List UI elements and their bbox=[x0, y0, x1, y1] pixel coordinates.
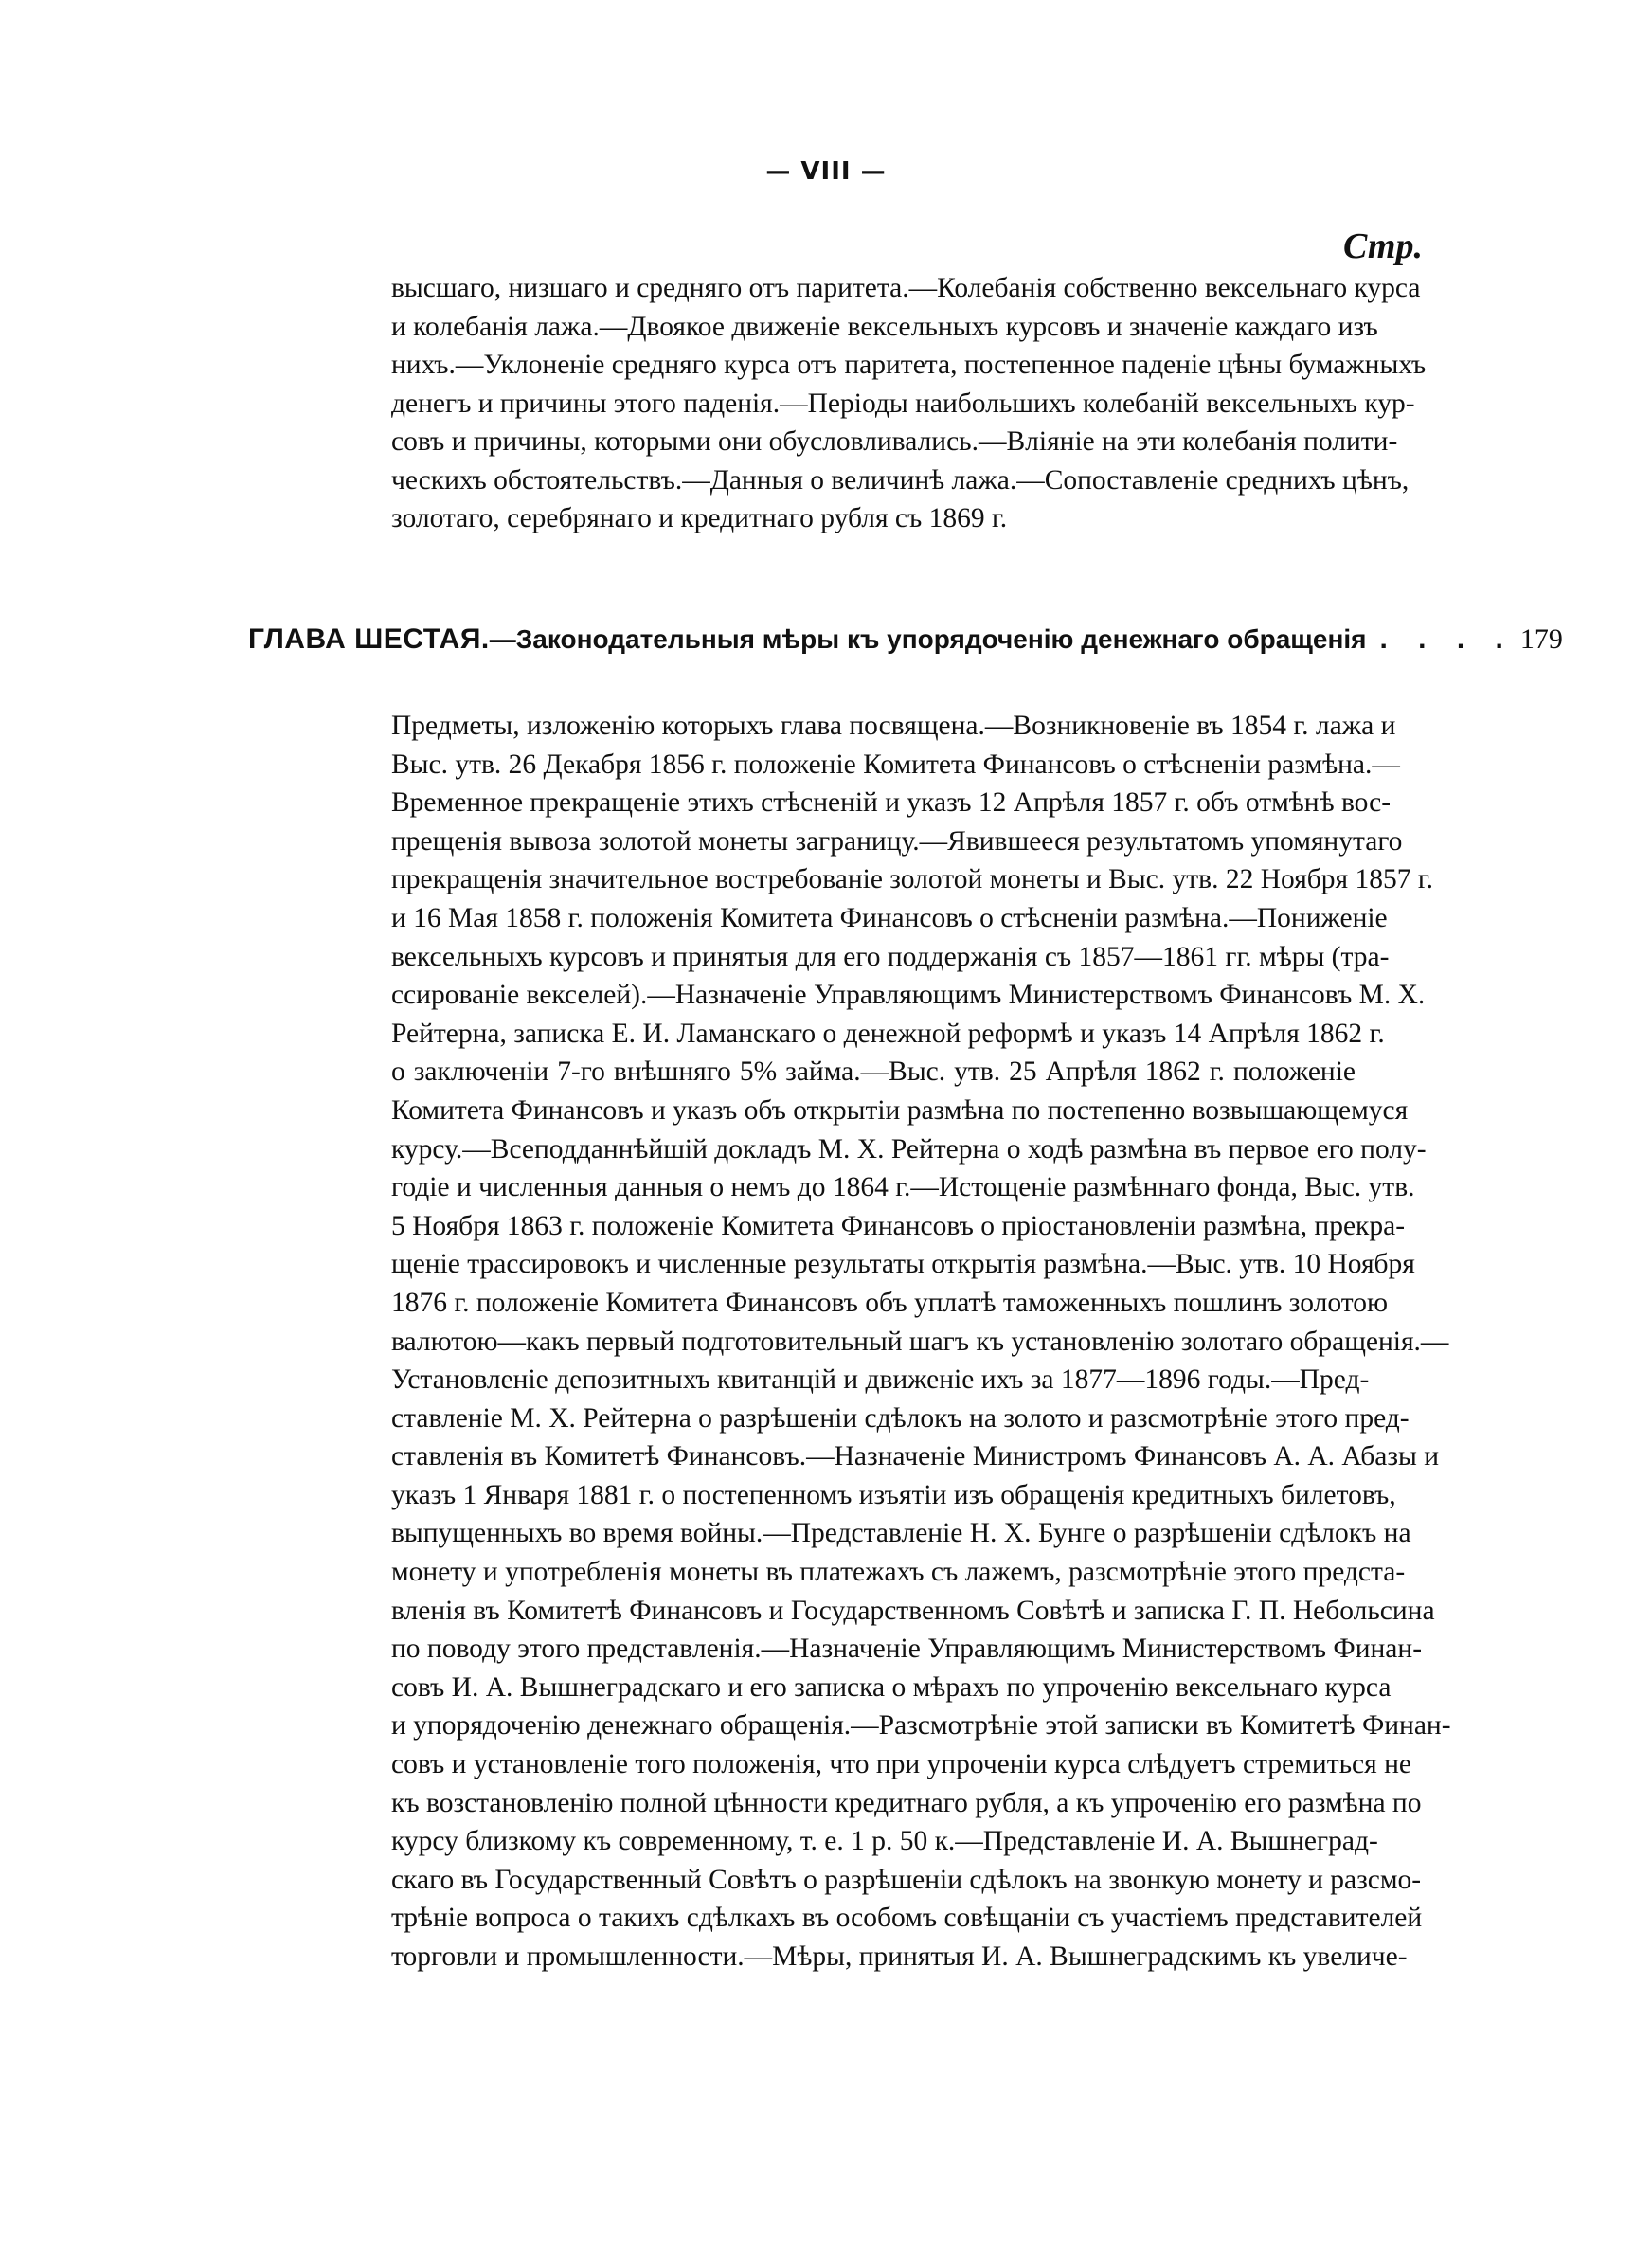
text-line: Предметы, изложенію которыхъ глава посвящена.—Возникновеніе въ 1854 г. лажа и bbox=[391, 711, 1396, 741]
text-line: Выс. утв. 26 Декабря 1856 г. положеніе Комитета Финансовъ о стѣсненіи размѣна.— bbox=[391, 749, 1400, 780]
text-line: и колебанія лажа.—Двоякое движеніе вексельныхъ курсовъ и значеніе каждаго изъ bbox=[391, 311, 1378, 342]
text-line: ставленіе М. Х. Рейтерна о разрѣшеніи сдѣлокъ на золото и разсмотрѣніе этого пред- bbox=[391, 1402, 1410, 1434]
text-line: Рейтерна, записка Е. И. Ламанскаго о денежной реформѣ и указъ 14 Апрѣля 1862 г. bbox=[391, 1018, 1385, 1049]
text-line: 5 Ноября 1863 г. положеніе Комитета Финансовъ о пріостановленіи размѣна, прекра- bbox=[391, 1210, 1406, 1241]
text-line: вексельныхъ курсовъ и принятыя для его поддержанія съ 1857—1861 гг. мѣры (тра- bbox=[391, 941, 1390, 972]
text-line: денегъ и причины этого паденія.—Періоды наибольшихъ колебаній вексельныхъ кур- bbox=[391, 388, 1415, 419]
page-column-label: Стр. bbox=[1343, 226, 1423, 266]
text-line: годіе и численныя данныя о немъ до 1864 г.—Истощеніе размѣннаго фонда, Выс. утв. bbox=[391, 1172, 1415, 1203]
chapter-label: ГЛАВА ШЕСТАЯ. bbox=[248, 623, 490, 655]
text-line: трѣніе вопроса о такихъ сдѣлкахъ въ особомъ совѣщаніи съ участіемъ представителей bbox=[391, 1903, 1423, 1934]
text-line: нихъ.—Уклоненіе средняго курса отъ паритета, постепенное паденіе цѣны бумажныхъ bbox=[391, 350, 1427, 380]
text-line: курсу близкому къ современному, т. е. 1 р. 50 к.—Представленіе И. А. Вышнеград- bbox=[391, 1826, 1378, 1857]
text-line: высшаго, низшаго и средняго отъ паритета.—Колебанія собственно вексельнаго курса bbox=[391, 273, 1421, 303]
text-line: къ возстановленію полной цѣнности кредитнаго рубля, а къ упроченію его размѣна по bbox=[391, 1787, 1422, 1818]
text-line: ставленія въ Комитетѣ Финансовъ.—Назначеніе Министромъ Финансовъ А. А. Абазы и bbox=[391, 1441, 1439, 1472]
text-line: Временное прекращеніе этихъ стѣсненій и указъ 12 Апрѣля 1857 г. объ отмѣнѣ вос- bbox=[391, 787, 1392, 819]
text-line: прещенія вывоза золотой монеты заграницу.—Явившееся результатомъ упомянутаго bbox=[391, 825, 1403, 857]
text-line: и 16 Мая 1858 г. положенія Комитета Финансовъ о стѣсненіи размѣна.—Пониженіе bbox=[391, 902, 1388, 933]
chapter-title: —Законодательныя мѣры къ упорядоченію денежнаго обращенія bbox=[489, 624, 1367, 654]
text-line: торговли и промышленности.—Мѣры, принятыя И. А. Вышнеградскимъ къ увеличе- bbox=[391, 1941, 1408, 1972]
text-line: монету и употребленія монеты въ платежахъ съ лажемъ, разсмотрѣніе этого предста- bbox=[391, 1557, 1406, 1588]
section-summary-continued bbox=[391, 269, 1427, 538]
text-line: и упорядоченію денежнаго обращенія.—Разсмотрѣніе этой записки въ Комитетѣ Финан- bbox=[391, 1710, 1451, 1742]
page-number: — VIII — bbox=[765, 157, 887, 186]
text-line: Установленіе депозитныхъ квитанцій и движеніе ихъ за 1877—1896 годы.—Пред- bbox=[391, 1364, 1370, 1396]
text-line: ческихъ обстоятельствъ.—Данныя о величинѣ лажа.—Сопоставленіе среднихъ цѣнъ, bbox=[391, 464, 1410, 496]
chapter-heading bbox=[248, 623, 1563, 656]
text-line: по поводу этого представленія.—Назначеніе Управляющимъ Министерствомъ Финан- bbox=[391, 1634, 1423, 1665]
text-line: совъ и причины, которыми они обусловливались.—Вліяніе на эти колебанія полити- bbox=[391, 426, 1398, 457]
text-line: совъ и установленіе того положенія, что при упроченіи курса слѣдуетъ стремиться не bbox=[391, 1749, 1411, 1780]
text-line: Комитета Финансовъ и указъ объ открытіи размѣна по постепенно возвышающемуся bbox=[391, 1094, 1409, 1126]
dot-leader: . . . . bbox=[1379, 623, 1515, 655]
text-line: 1876 г. положеніе Комитета Финансовъ объ уплатѣ таможенныхъ пошлинъ золотою bbox=[391, 1287, 1388, 1318]
text-line: ссированіе векселей).—Назначеніе Управляющимъ Министерствомъ Финансовъ М. Х. bbox=[391, 980, 1426, 1011]
text-line: о заключеніи 7-го внѣшняго 5% займа.—Выс. утв. 25 Апрѣля 1862 г. положеніе bbox=[391, 1056, 1356, 1088]
chapter-page-number: 179 bbox=[1519, 623, 1563, 655]
text-line: валютою—какъ первый подготовительный шагъ къ установленію золотаго обращенія.— bbox=[391, 1326, 1449, 1357]
text-line: прекращенія значительное востребованіе золотой монеты и Выс. утв. 22 Ноября 1857 г. bbox=[391, 864, 1433, 895]
text-line: указъ 1 Января 1881 г. о постепенномъ изъятіи изъ обращенія кредитныхъ билетовъ, bbox=[391, 1479, 1396, 1510]
text-line: совъ И. А. Вышнеградскаго и его записка о мѣрахъ по упроченію вексельнаго курса bbox=[391, 1671, 1392, 1703]
text-line: выпущенныхъ во время войны.—Представленіе Н. Х. Бунге о разрѣшеніи сдѣлокъ на bbox=[391, 1518, 1411, 1549]
chapter-summary bbox=[391, 707, 1451, 1977]
text-line: скаго въ Государственный Совѣтъ о разрѣшеніи сдѣлокъ на звонкую монету и разсмо- bbox=[391, 1864, 1422, 1895]
text-line: щеніе трассировокъ и численные результаты открытія размѣна.—Выс. утв. 10 Ноября bbox=[391, 1249, 1415, 1280]
text-line: золотаго, серебрянаго и кредитнаго рубля съ 1869 г. bbox=[391, 503, 1008, 533]
text-line: курсу.—Всеподданнѣйшій докладъ М. Х. Рейтерна о ходѣ размѣна въ первое его полу- bbox=[391, 1133, 1427, 1165]
text-line: вленія въ Комитетѣ Финансовъ и Государственномъ Совѣтѣ и записка Г. П. Небольсина bbox=[391, 1595, 1435, 1626]
